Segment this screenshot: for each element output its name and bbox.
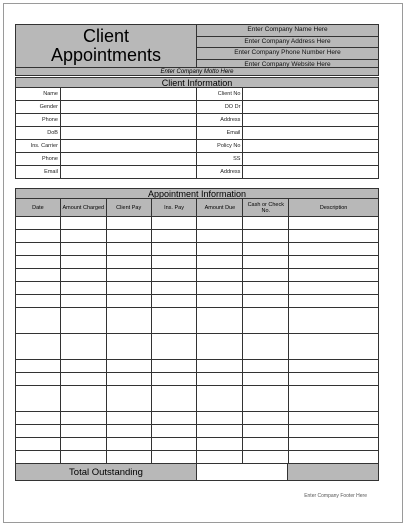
appointment-cell[interactable] [60,308,106,334]
appointment-cell[interactable] [60,230,106,243]
appointment-cell[interactable] [16,295,61,308]
appointment-cell[interactable] [151,217,197,230]
appointment-cell[interactable] [289,295,379,308]
client-info-right-label: Client No [197,88,243,101]
appointment-cell[interactable] [151,438,197,451]
appointment-cell[interactable] [60,412,106,425]
appointment-cell[interactable] [151,360,197,373]
appointment-column-header: Amount Charged [60,199,106,217]
client-info-left-label: Name [16,88,61,101]
appointment-cell[interactable] [197,308,243,334]
appointment-row [16,360,379,373]
client-info-left-field[interactable] [60,153,197,166]
client-info-left-field[interactable] [60,114,197,127]
appointment-cell[interactable] [106,256,151,269]
appointment-cell[interactable] [151,412,197,425]
appointment-cell[interactable] [151,425,197,438]
appointment-cell[interactable] [60,360,106,373]
client-info-left-field[interactable] [60,101,197,114]
appointment-cell[interactable] [289,438,379,451]
appointment-cell[interactable] [60,217,106,230]
appointment-cell[interactable] [16,360,61,373]
appointment-row [16,308,379,334]
client-info-right-label: Policy No [197,140,243,153]
client-info-right-field[interactable] [243,153,379,166]
appointment-cell[interactable] [243,282,289,295]
company-motto-field[interactable]: Enter Company Motto Here [15,67,379,76]
client-info-row [16,88,379,101]
client-info-left-label: Phone [16,153,61,166]
client-info-row [16,166,379,179]
appointment-cell[interactable] [60,425,106,438]
appointment-cell[interactable] [106,412,151,425]
appointment-cell[interactable] [289,334,379,360]
client-info-header: Client Information [15,77,379,88]
appointment-cell[interactable] [289,282,379,295]
client-info-right-field[interactable] [243,166,379,179]
appointment-cell[interactable] [197,269,243,282]
appointment-cell[interactable] [243,230,289,243]
appointment-cell[interactable] [16,438,61,451]
appointment-column-header: Cash or Check No. [243,199,289,217]
client-info-left-label: Ins. Carrier [16,140,61,153]
appointment-column-header: Client Pay [106,199,151,217]
client-info-row [16,101,379,114]
appointment-cell[interactable] [16,269,61,282]
appointment-cell[interactable] [106,438,151,451]
appointment-cell[interactable] [197,373,243,386]
appointment-cell[interactable] [289,230,379,243]
appointment-cell[interactable] [243,269,289,282]
total-outstanding-value[interactable] [196,463,288,481]
client-info-left-label: Gender [16,101,61,114]
appointment-row [16,334,379,360]
appointment-cell[interactable] [16,230,61,243]
appointment-cell[interactable] [60,243,106,256]
appointment-cell[interactable] [289,308,379,334]
appointment-cell[interactable] [16,334,61,360]
appointment-cell[interactable] [289,425,379,438]
appointment-row [16,386,379,412]
client-info-right-field[interactable] [243,101,379,114]
appointment-cell[interactable] [16,282,61,295]
appointment-cell[interactable] [243,425,289,438]
appointment-cell[interactable] [197,217,243,230]
company-address-field[interactable]: Enter Company Address Here [197,37,378,49]
appointment-cell[interactable] [243,308,289,334]
appointment-cell[interactable] [106,282,151,295]
appointment-row [16,269,379,282]
client-info-row [16,140,379,153]
client-info-right-label: Address [197,166,243,179]
appointment-cell[interactable] [197,412,243,425]
client-info-left-field[interactable] [60,88,197,101]
appointment-cell[interactable] [16,373,61,386]
appointment-cell[interactable] [16,217,61,230]
appointment-cell[interactable] [289,386,379,412]
appointment-cell[interactable] [106,334,151,360]
client-info-right-field[interactable] [243,114,379,127]
appointment-column-header: Description [289,199,379,217]
client-info-right-field[interactable] [243,88,379,101]
appointment-cell[interactable] [243,295,289,308]
client-info-left-field[interactable] [60,140,197,153]
appointment-cell[interactable] [289,269,379,282]
company-info-block [196,24,379,68]
appointment-info-header: Appointment Information [15,188,379,199]
appointment-cell[interactable] [106,230,151,243]
appointment-cell[interactable] [60,438,106,451]
appointment-cell[interactable] [16,386,61,412]
appointment-cell[interactable] [151,386,197,412]
client-info-left-field[interactable] [60,166,197,179]
appointment-row [16,425,379,438]
appointment-cell[interactable] [60,451,106,464]
appointment-cell[interactable] [243,217,289,230]
form-title-line2: Appointments [50,45,162,65]
appointment-cell[interactable] [243,386,289,412]
appointment-cell[interactable] [243,438,289,451]
appointment-cell[interactable] [106,269,151,282]
appointment-row [16,438,379,451]
appointment-cell[interactable] [289,360,379,373]
client-info-right-label: Address [197,114,243,127]
appointment-row [16,295,379,308]
appointment-row [16,412,379,425]
appointment-cell[interactable] [243,334,289,360]
company-website-field[interactable]: Enter Company Website Here [197,60,378,71]
client-info-table [15,87,379,179]
appointment-cell[interactable] [106,308,151,334]
client-info-left-label: Phone [16,114,61,127]
appointment-cell[interactable] [106,373,151,386]
appointment-header-row [16,199,379,217]
appointment-cell[interactable] [151,373,197,386]
appointment-cell[interactable] [289,256,379,269]
appointment-cell[interactable] [151,256,197,269]
appointment-row [16,230,379,243]
appointment-cell[interactable] [243,360,289,373]
appointment-cell[interactable] [289,217,379,230]
appointment-row [16,243,379,256]
client-info-right-field[interactable] [243,140,379,153]
appointment-row [16,451,379,464]
appointment-table [15,198,379,464]
company-name-field[interactable]: Enter Company Name Here [197,25,378,37]
appointment-cell[interactable] [151,334,197,360]
appointment-column-header: Ins. Pay [151,199,197,217]
appointment-row [16,256,379,269]
appointment-cell[interactable] [16,308,61,334]
appointment-cell[interactable] [289,451,379,464]
appointment-cell[interactable] [197,425,243,438]
appointment-cell[interactable] [197,282,243,295]
appointment-cell[interactable] [289,373,379,386]
appointment-cell[interactable] [60,282,106,295]
appointment-column-header: Date [16,199,61,217]
appointment-cell[interactable] [106,425,151,438]
appointment-cell[interactable] [106,295,151,308]
appointment-cell[interactable] [243,451,289,464]
client-info-right-label: SS [197,153,243,166]
appointment-cell[interactable] [106,243,151,256]
appointment-cell[interactable] [106,451,151,464]
client-info-right-label: DO Dr [197,101,243,114]
appointment-cell[interactable] [197,230,243,243]
appointment-row [16,282,379,295]
appointment-cell[interactable] [151,282,197,295]
appointment-cell[interactable] [60,256,106,269]
appointment-cell[interactable] [197,256,243,269]
appointment-row [16,373,379,386]
appointment-cell[interactable] [197,386,243,412]
appointment-cell[interactable] [243,412,289,425]
appointment-cell[interactable] [151,243,197,256]
appointment-cell[interactable] [151,451,197,464]
appointment-cell[interactable] [197,243,243,256]
appointment-cell[interactable] [16,412,61,425]
appointment-cell[interactable] [197,360,243,373]
appointment-cell[interactable] [106,386,151,412]
appointment-cell[interactable] [60,269,106,282]
appointment-cell[interactable] [243,243,289,256]
appointment-cell[interactable] [60,386,106,412]
client-info-left-label: Email [16,166,61,179]
appointment-column-header: Amount Due [197,199,243,217]
appointment-cell[interactable] [243,256,289,269]
appointment-cell[interactable] [106,217,151,230]
appointment-cell[interactable] [243,373,289,386]
total-outstanding-row [15,463,379,481]
client-info-row [16,114,379,127]
company-phone-field[interactable]: Enter Company Phone Number Here [197,48,378,60]
appointment-cell[interactable] [289,412,379,425]
appointment-cell[interactable] [60,295,106,308]
company-footer-field[interactable]: Enter Company Footer Here [304,493,367,499]
appointment-row [16,217,379,230]
appointment-cell[interactable] [151,295,197,308]
appointment-cell[interactable] [197,451,243,464]
client-info-right-label: Email [197,127,243,140]
appointment-cell[interactable] [106,360,151,373]
appointment-cell[interactable] [151,269,197,282]
appointment-cell[interactable] [60,373,106,386]
appointment-cell[interactable] [151,230,197,243]
appointment-cell[interactable] [197,334,243,360]
appointment-cell[interactable] [16,256,61,269]
form-title [15,24,197,68]
appointment-cell[interactable] [16,425,61,438]
appointment-cell[interactable] [60,334,106,360]
appointment-cell[interactable] [289,243,379,256]
total-outstanding-label: Total Outstanding [15,463,197,481]
client-info-row [16,127,379,140]
appointment-cell[interactable] [197,438,243,451]
client-info-row [16,153,379,166]
appointment-cell[interactable] [16,243,61,256]
total-outstanding-filler [287,463,379,481]
form-title-line1: Client [82,26,130,46]
appointment-cell[interactable] [151,308,197,334]
client-info-right-field[interactable] [243,127,379,140]
client-info-left-label: DoB [16,127,61,140]
client-info-left-field[interactable] [60,127,197,140]
appointment-cell[interactable] [197,295,243,308]
appointment-cell[interactable] [16,451,61,464]
